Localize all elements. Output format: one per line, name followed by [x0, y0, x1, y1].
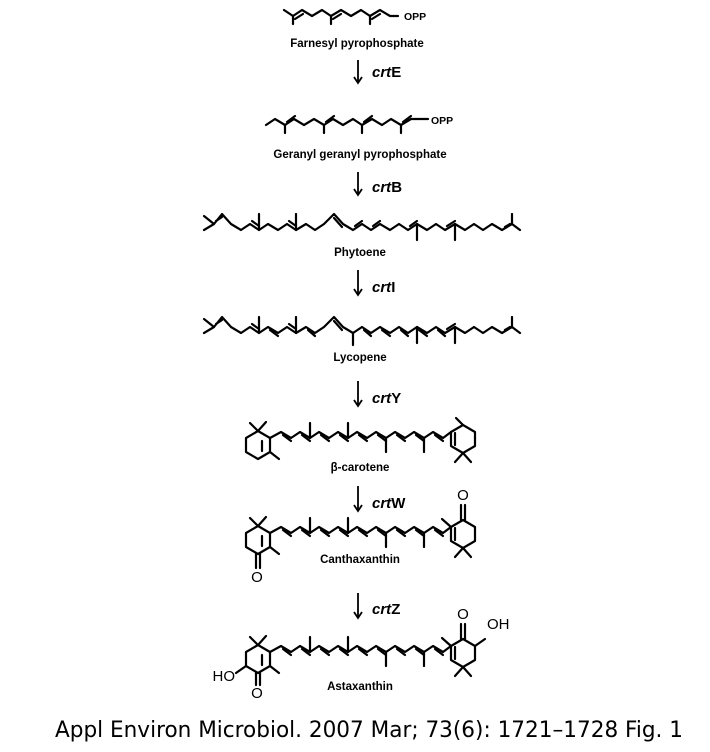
astaxanthin-o-bottom: O	[251, 685, 263, 702]
enzyme-label-crtz: crtZ	[372, 601, 401, 618]
phytoene-structure	[204, 214, 520, 240]
citation-caption: Appl Environ Microbiol. 2007 Mar; 73(6): 1721–1728 Fig. 1	[55, 718, 683, 743]
enzyme-label-crtw: crtW	[372, 495, 406, 512]
enzyme-label-crte: crtE	[372, 64, 402, 81]
step-arrow-crtb	[354, 172, 362, 195]
canthaxanthin-o-bottom: O	[251, 569, 263, 586]
ggpp-opp-label: OPP	[431, 115, 454, 127]
farnesyl-pyrophosphate-structure	[284, 10, 426, 24]
ggpp-label: Geranyl geranyl pyrophosphate	[273, 149, 447, 161]
canthaxanthin-o-top: O	[457, 487, 469, 504]
step-arrow-crti	[354, 270, 362, 295]
enzyme-label-crti: crtI	[372, 279, 396, 296]
enzyme-label-crtb: crtB	[372, 179, 403, 196]
step-arrow-crtw	[354, 486, 362, 511]
astaxanthin-label: Astaxanthin	[327, 681, 393, 693]
lycopene-label: Lycopene	[333, 352, 387, 364]
beta-carotene-label: β-carotene	[330, 462, 390, 474]
phytoene-label: Phytoene	[334, 247, 386, 259]
ggpp-structure	[266, 115, 453, 133]
step-arrow-crte	[354, 60, 362, 83]
astaxanthin-oh-right: OH	[487, 616, 510, 633]
lycopene-structure	[204, 317, 520, 345]
astaxanthin-o-top: O	[457, 606, 469, 623]
step-arrow-crty	[354, 381, 362, 406]
astaxanthin-structure	[236, 624, 485, 685]
enzyme-label-crty: crtY	[372, 390, 402, 407]
fpp-opp-label: OPP	[404, 11, 427, 23]
astaxanthin-ho-left: HO	[212, 668, 235, 685]
canthaxanthin-label: Canthaxanthin	[320, 554, 400, 566]
beta-carotene-structure	[246, 418, 475, 462]
step-arrow-crtz	[354, 593, 362, 618]
fpp-label: Farnesyl pyrophosphate	[290, 38, 424, 50]
